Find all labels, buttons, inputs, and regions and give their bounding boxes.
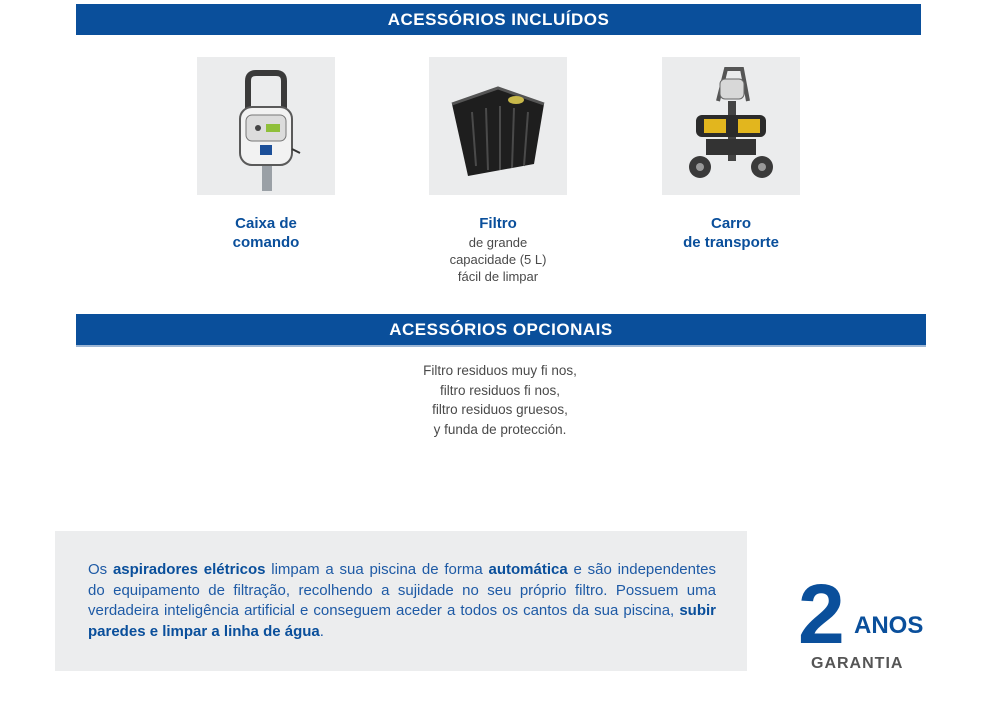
optional-accessories-banner [76, 314, 926, 347]
info-text-1: Os [88, 561, 113, 578]
info-bold-2: automática [488, 561, 568, 578]
control-box-icon [206, 61, 326, 191]
filter-desc-line2: capacidade (5 L) [449, 252, 547, 267]
optional-accessories-list [300, 361, 700, 439]
optional-line: filtro residuos fi nos, [439, 382, 561, 398]
info-text-4: . [319, 622, 324, 640]
guarantee-label: GARANTIA [811, 655, 904, 672]
included-accessories-banner [76, 4, 921, 35]
filter-description [408, 234, 588, 285]
filter-desc-line3: fácil de limpar [457, 269, 539, 284]
info-bold-1: aspiradores elétricos [112, 561, 266, 578]
optional-line: Filtro residuos muy fi nos, [423, 363, 577, 378]
filter-basket-icon [438, 66, 558, 186]
info-box [55, 531, 747, 671]
filter-name: Filtro [479, 215, 517, 232]
product-control-box [176, 57, 356, 252]
info-text-3: e são independentes do equipamento de filtração, recolhendo a sujidade no seu próprio filtro. Possuem uma verdadeira inteligência artificial e conseguem aceder a todos os cantos da sua piscina, [88, 561, 716, 619]
included-accessories-title: ACESSÓRIOS INCLUÍDOS [387, 9, 610, 29]
filter-desc-line1: de grande [468, 235, 528, 250]
info-text-2: limpam a sua piscina de forma [265, 561, 489, 578]
control-box-image [197, 57, 335, 195]
info-paragraph [88, 560, 716, 642]
product-transport-cart [641, 57, 821, 252]
guarantee-badge [796, 567, 936, 682]
control-box-name-line1: Caixa de [235, 215, 297, 232]
optional-line: y funda de protección. [433, 421, 567, 437]
info-bold-3: subir paredes e limpar a linha de água [88, 602, 716, 640]
transport-cart-icon [676, 61, 786, 191]
cart-name-line2: de transporte [683, 234, 779, 251]
product-filter [408, 57, 588, 285]
guarantee-unit: ANOS [854, 612, 924, 639]
cart-name-line1: Carro [710, 215, 751, 232]
optional-accessories-title: ACESSÓRIOS OPCIONAIS [389, 319, 613, 339]
filter-image [429, 57, 567, 195]
transport-cart-image [662, 57, 800, 195]
optional-line: filtro residuos gruesos, [432, 402, 568, 417]
guarantee-number: 2 [798, 567, 845, 661]
control-box-name-line2: comando [232, 234, 300, 251]
